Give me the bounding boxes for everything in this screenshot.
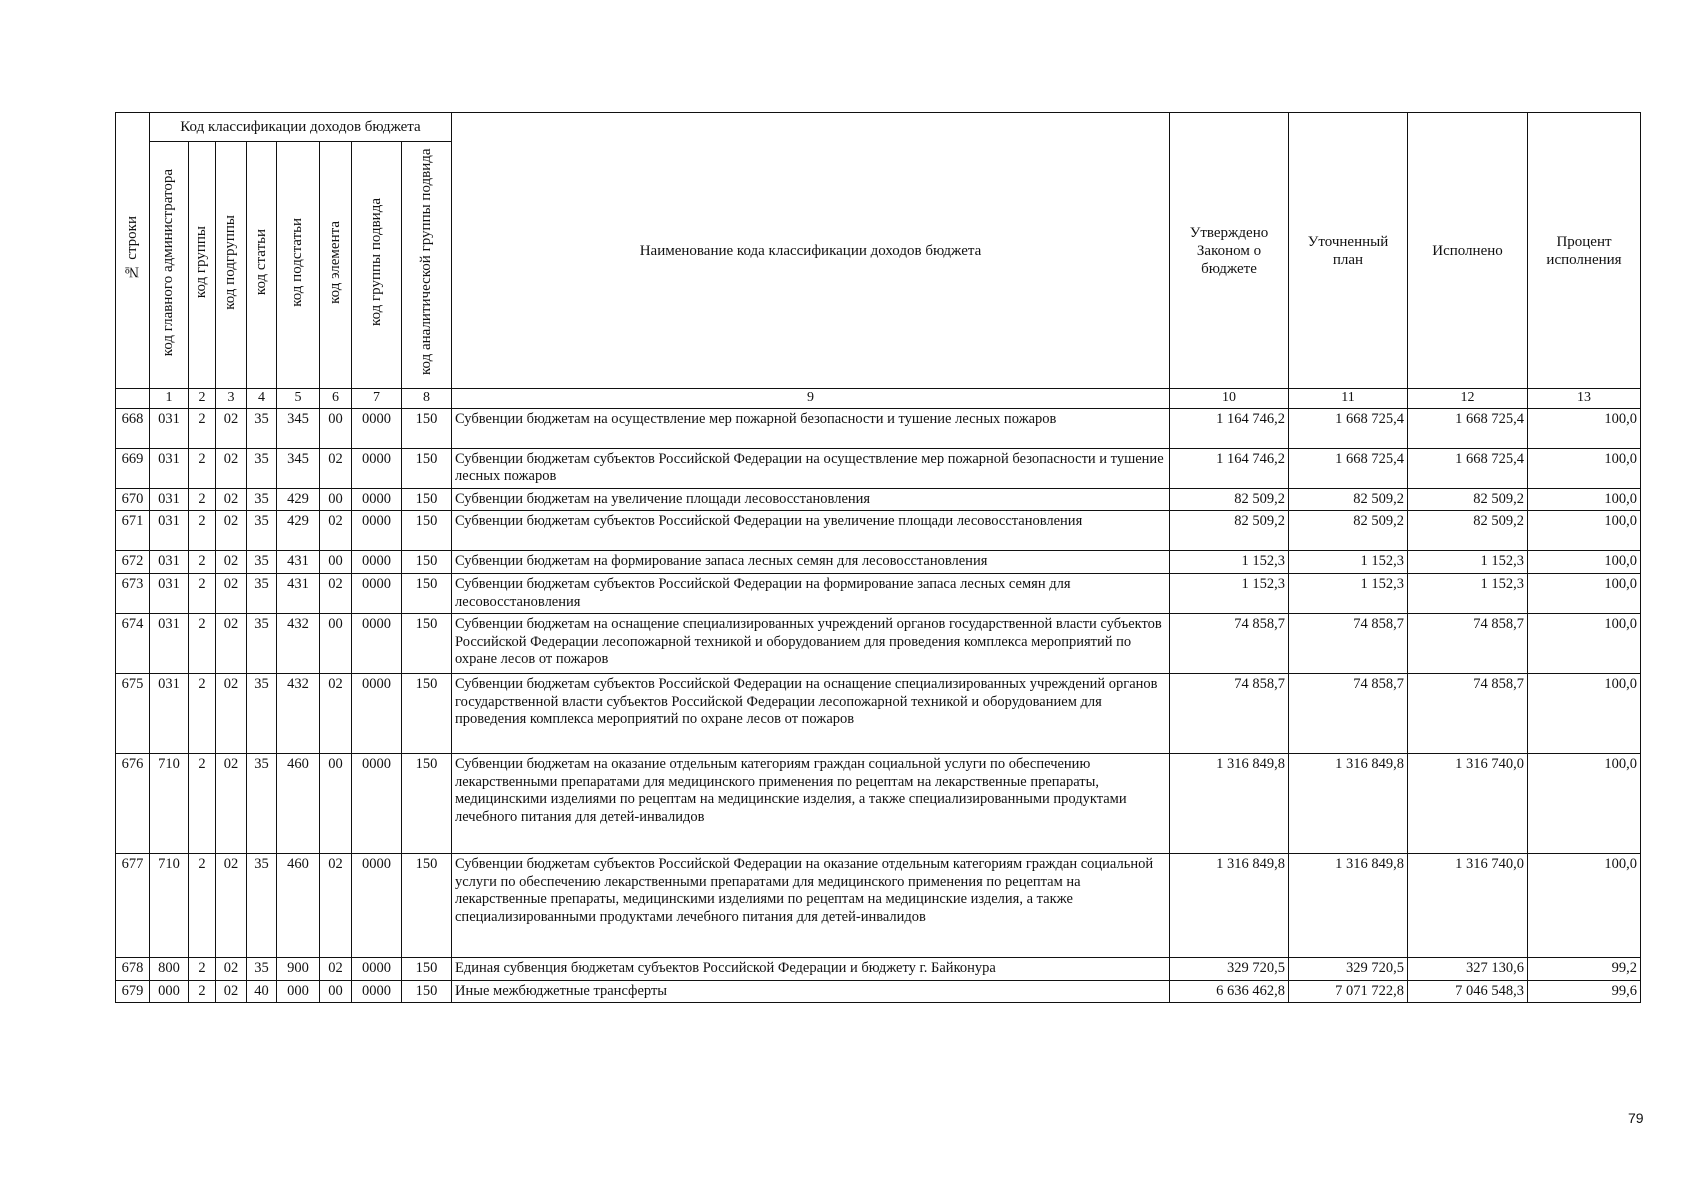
cell-art: 35 xyxy=(247,674,277,754)
cell-sub: 02 xyxy=(216,958,247,980)
cell-adm: 031 xyxy=(150,511,189,551)
cell-an: 150 xyxy=(402,754,452,854)
table-row xyxy=(116,409,1641,449)
cell-plan: 7 071 722,8 xyxy=(1289,980,1408,1002)
header-code-group: код группы xyxy=(189,142,216,389)
cell-art: 35 xyxy=(247,511,277,551)
cell-sub: 02 xyxy=(216,449,247,489)
cell-n: 676 xyxy=(116,754,150,854)
cell-adm: 031 xyxy=(150,449,189,489)
cell-name: Иные межбюджетные трансферты xyxy=(452,980,1170,1002)
cell-approved: 1 152,3 xyxy=(1170,551,1289,574)
cell-plan: 1 316 849,8 xyxy=(1289,754,1408,854)
cell-art: 35 xyxy=(247,854,277,958)
cell-grp: 2 xyxy=(189,489,216,511)
cell-el: 02 xyxy=(320,854,352,958)
col-number: 5 xyxy=(277,389,320,409)
cell-n: 677 xyxy=(116,854,150,958)
table-row xyxy=(116,754,1641,854)
table-row xyxy=(116,574,1641,614)
cell-grp: 2 xyxy=(189,754,216,854)
cell-an: 150 xyxy=(402,958,452,980)
cell-name: Субвенции бюджетам субъектов Российской Федерации на оказание отдельным категориям граждан социальной услуги по обеспечению лекарственными препаратами для медицинского применения по рецептам на лекарственные препараты, медицинскими изделиями по рецептам на медицинские изделия, а также специализированными продуктами лечебного питания для детей-инвалидов xyxy=(452,854,1170,958)
cell-percent: 100,0 xyxy=(1528,489,1641,511)
cell-percent: 100,0 xyxy=(1528,409,1641,449)
header-code-subtype-group: код группы подвида xyxy=(352,142,402,389)
cell-el: 00 xyxy=(320,551,352,574)
cell-an: 150 xyxy=(402,511,452,551)
cell-el: 00 xyxy=(320,409,352,449)
cell-an: 150 xyxy=(402,854,452,958)
cell-adm: 031 xyxy=(150,551,189,574)
cell-sub: 02 xyxy=(216,854,247,958)
header-code-subarticle: код подстатьи xyxy=(277,142,320,389)
cell-adm: 710 xyxy=(150,754,189,854)
cell-art: 35 xyxy=(247,958,277,980)
cell-grp: 2 xyxy=(189,854,216,958)
cell-el: 02 xyxy=(320,511,352,551)
table-row xyxy=(116,489,1641,511)
cell-executed: 74 858,7 xyxy=(1408,614,1528,674)
cell-plan: 1 316 849,8 xyxy=(1289,854,1408,958)
cell-plan: 82 509,2 xyxy=(1289,489,1408,511)
cell-plan: 74 858,7 xyxy=(1289,614,1408,674)
cell-executed: 82 509,2 xyxy=(1408,489,1528,511)
cell-executed: 1 152,3 xyxy=(1408,551,1528,574)
cell-an: 150 xyxy=(402,449,452,489)
cell-approved: 1 164 746,2 xyxy=(1170,409,1289,449)
cell-percent: 100,0 xyxy=(1528,449,1641,489)
cell-percent: 100,0 xyxy=(1528,511,1641,551)
cell-grp: 2 xyxy=(189,551,216,574)
cell-an: 150 xyxy=(402,674,452,754)
col-number: 13 xyxy=(1528,389,1641,409)
cell-subart: 345 xyxy=(277,409,320,449)
cell-adm: 031 xyxy=(150,574,189,614)
cell-plan: 1 152,3 xyxy=(1289,574,1408,614)
cell-subart: 000 xyxy=(277,980,320,1002)
cell-name: Субвенции бюджетам на оснащение специализированных учреждений органов государственной власти субъектов Российской Федерации лесопожарной техникой и оборудованием для проведения комплекса мероприятий по охране лесов от пожаров xyxy=(452,614,1170,674)
cell-art: 35 xyxy=(247,409,277,449)
cell-plan: 82 509,2 xyxy=(1289,511,1408,551)
cell-subart: 460 xyxy=(277,854,320,958)
cell-grp: 2 xyxy=(189,980,216,1002)
cell-approved: 1 152,3 xyxy=(1170,574,1289,614)
cell-an: 150 xyxy=(402,574,452,614)
col-number: 10 xyxy=(1170,389,1289,409)
cell-subart: 432 xyxy=(277,674,320,754)
cell-subart: 429 xyxy=(277,511,320,551)
page-number: 79 xyxy=(1628,1110,1644,1126)
cell-sub: 02 xyxy=(216,614,247,674)
cell-art: 35 xyxy=(247,551,277,574)
header-executed: Исполнено xyxy=(1408,113,1528,389)
cell-pgrp: 0000 xyxy=(352,449,402,489)
cell-an: 150 xyxy=(402,489,452,511)
cell-an: 150 xyxy=(402,409,452,449)
cell-subart: 431 xyxy=(277,574,320,614)
col-number: 12 xyxy=(1408,389,1528,409)
cell-pgrp: 0000 xyxy=(352,958,402,980)
cell-subart: 431 xyxy=(277,551,320,574)
cell-percent: 99,6 xyxy=(1528,980,1641,1002)
cell-sub: 02 xyxy=(216,409,247,449)
cell-approved: 329 720,5 xyxy=(1170,958,1289,980)
cell-percent: 100,0 xyxy=(1528,574,1641,614)
cell-grp: 2 xyxy=(189,511,216,551)
cell-approved: 74 858,7 xyxy=(1170,674,1289,754)
cell-percent: 99,2 xyxy=(1528,958,1641,980)
col-number: 7 xyxy=(352,389,402,409)
cell-adm: 031 xyxy=(150,409,189,449)
cell-n: 674 xyxy=(116,614,150,674)
cell-el: 00 xyxy=(320,754,352,854)
cell-el: 02 xyxy=(320,449,352,489)
cell-plan: 1 668 725,4 xyxy=(1289,409,1408,449)
cell-name: Субвенции бюджетам на формирование запаса лесных семян для лесовосстановления xyxy=(452,551,1170,574)
cell-n: 670 xyxy=(116,489,150,511)
cell-subart: 900 xyxy=(277,958,320,980)
header-classification-group: Код классификации доходов бюджета xyxy=(150,113,452,142)
cell-sub: 02 xyxy=(216,489,247,511)
cell-plan: 1 152,3 xyxy=(1289,551,1408,574)
cell-grp: 2 xyxy=(189,674,216,754)
cell-adm: 710 xyxy=(150,854,189,958)
header-code-article: код статьи xyxy=(247,142,277,389)
table-header xyxy=(116,113,1641,409)
cell-adm: 000 xyxy=(150,980,189,1002)
cell-executed: 7 046 548,3 xyxy=(1408,980,1528,1002)
cell-executed: 327 130,6 xyxy=(1408,958,1528,980)
header-name: Наименование кода классификации доходов бюджета xyxy=(452,113,1170,389)
cell-art: 40 xyxy=(247,980,277,1002)
cell-adm: 800 xyxy=(150,958,189,980)
cell-an: 150 xyxy=(402,614,452,674)
cell-executed: 74 858,7 xyxy=(1408,674,1528,754)
cell-grp: 2 xyxy=(189,958,216,980)
cell-el: 02 xyxy=(320,674,352,754)
table-row xyxy=(116,449,1641,489)
cell-el: 00 xyxy=(320,614,352,674)
cell-pgrp: 0000 xyxy=(352,489,402,511)
cell-executed: 1 152,3 xyxy=(1408,574,1528,614)
cell-adm: 031 xyxy=(150,614,189,674)
cell-subart: 429 xyxy=(277,489,320,511)
cell-el: 00 xyxy=(320,489,352,511)
cell-percent: 100,0 xyxy=(1528,674,1641,754)
cell-grp: 2 xyxy=(189,449,216,489)
col-number: 4 xyxy=(247,389,277,409)
header-code-admin: код главного администратора xyxy=(150,142,189,389)
header-percent: Процент исполнения xyxy=(1528,113,1641,389)
cell-executed: 82 509,2 xyxy=(1408,511,1528,551)
cell-sub: 02 xyxy=(216,754,247,854)
cell-name: Субвенции бюджетам на осуществление мер пожарной безопасности и тушение лесных пожаров xyxy=(452,409,1170,449)
col-number: 11 xyxy=(1289,389,1408,409)
cell-grp: 2 xyxy=(189,574,216,614)
cell-subart: 460 xyxy=(277,754,320,854)
table-row xyxy=(116,511,1641,551)
cell-art: 35 xyxy=(247,614,277,674)
cell-executed: 1 316 740,0 xyxy=(1408,754,1528,854)
cell-art: 35 xyxy=(247,754,277,854)
cell-n: 679 xyxy=(116,980,150,1002)
cell-executed: 1 668 725,4 xyxy=(1408,449,1528,489)
cell-sub: 02 xyxy=(216,551,247,574)
col-number: 6 xyxy=(320,389,352,409)
cell-plan: 1 668 725,4 xyxy=(1289,449,1408,489)
cell-subart: 345 xyxy=(277,449,320,489)
cell-n: 669 xyxy=(116,449,150,489)
col-number: 8 xyxy=(402,389,452,409)
cell-plan: 329 720,5 xyxy=(1289,958,1408,980)
cell-sub: 02 xyxy=(216,674,247,754)
cell-art: 35 xyxy=(247,574,277,614)
cell-n: 678 xyxy=(116,958,150,980)
table-row xyxy=(116,958,1641,980)
cell-pgrp: 0000 xyxy=(352,551,402,574)
cell-pgrp: 0000 xyxy=(352,614,402,674)
cell-approved: 82 509,2 xyxy=(1170,511,1289,551)
col-number-blank xyxy=(116,389,150,409)
cell-executed: 1 316 740,0 xyxy=(1408,854,1528,958)
cell-name: Субвенции бюджетам субъектов Российской Федерации на формирование запаса лесных семян для лесовосстановления xyxy=(452,574,1170,614)
header-code-analytic-group: код аналитической группы подвида xyxy=(402,142,452,389)
col-number: 1 xyxy=(150,389,189,409)
cell-name: Единая субвенция бюджетам субъектов Российской Федерации и бюджету г. Байконура xyxy=(452,958,1170,980)
cell-n: 675 xyxy=(116,674,150,754)
cell-name: Субвенции бюджетам субъектов Российской Федерации на осуществление мер пожарной безопасности и тушение лесных пожаров xyxy=(452,449,1170,489)
cell-approved: 82 509,2 xyxy=(1170,489,1289,511)
cell-n: 671 xyxy=(116,511,150,551)
cell-percent: 100,0 xyxy=(1528,551,1641,574)
col-number: 2 xyxy=(189,389,216,409)
cell-art: 35 xyxy=(247,489,277,511)
cell-pgrp: 0000 xyxy=(352,674,402,754)
cell-approved: 1 316 849,8 xyxy=(1170,854,1289,958)
cell-approved: 1 164 746,2 xyxy=(1170,449,1289,489)
cell-pgrp: 0000 xyxy=(352,980,402,1002)
budget-revenue-table xyxy=(115,112,1641,1003)
cell-grp: 2 xyxy=(189,614,216,674)
cell-el: 00 xyxy=(320,980,352,1002)
cell-approved: 6 636 462,8 xyxy=(1170,980,1289,1002)
cell-approved: 1 316 849,8 xyxy=(1170,754,1289,854)
cell-approved: 74 858,7 xyxy=(1170,614,1289,674)
column-numbers-row xyxy=(116,389,1641,409)
table-body xyxy=(116,409,1641,1003)
cell-sub: 02 xyxy=(216,511,247,551)
cell-n: 672 xyxy=(116,551,150,574)
table-row xyxy=(116,674,1641,754)
cell-el: 02 xyxy=(320,958,352,980)
cell-executed: 1 668 725,4 xyxy=(1408,409,1528,449)
header-row-number: № строки xyxy=(116,113,150,389)
header-code-element: код элемента xyxy=(320,142,352,389)
cell-name: Субвенции бюджетам субъектов Российской Федерации на оснащение специализированных учреждений органов государственной власти субъектов Российской Федерации лесопожарной техникой и оборудованием для проведения комплекса мероприятий по охране лесов от пожаров xyxy=(452,674,1170,754)
cell-pgrp: 0000 xyxy=(352,754,402,854)
cell-name: Субвенции бюджетам на оказание отдельным категориям граждан социальной услуги по обеспечению лекарственными препаратами для медицинского применения по рецептам на лекарственные препараты, медицинскими изделиями по рецептам на медицинские изделия, а также специализированными продуктами лечебного питания для детей-инвалидов xyxy=(452,754,1170,854)
cell-pgrp: 0000 xyxy=(352,511,402,551)
cell-adm: 031 xyxy=(150,489,189,511)
cell-pgrp: 0000 xyxy=(352,409,402,449)
cell-plan: 74 858,7 xyxy=(1289,674,1408,754)
cell-an: 150 xyxy=(402,980,452,1002)
col-number: 9 xyxy=(452,389,1170,409)
header-approved: Утверждено Законом о бюджете xyxy=(1170,113,1289,389)
cell-percent: 100,0 xyxy=(1528,854,1641,958)
cell-pgrp: 0000 xyxy=(352,574,402,614)
cell-n: 673 xyxy=(116,574,150,614)
cell-el: 02 xyxy=(320,574,352,614)
col-number: 3 xyxy=(216,389,247,409)
cell-percent: 100,0 xyxy=(1528,754,1641,854)
table-row xyxy=(116,614,1641,674)
cell-pgrp: 0000 xyxy=(352,854,402,958)
cell-art: 35 xyxy=(247,449,277,489)
cell-percent: 100,0 xyxy=(1528,614,1641,674)
cell-n: 668 xyxy=(116,409,150,449)
table-row xyxy=(116,854,1641,958)
cell-name: Субвенции бюджетам субъектов Российской Федерации на увеличение площади лесовосстановления xyxy=(452,511,1170,551)
cell-sub: 02 xyxy=(216,980,247,1002)
cell-sub: 02 xyxy=(216,574,247,614)
header-plan: Уточненный план xyxy=(1289,113,1408,389)
cell-adm: 031 xyxy=(150,674,189,754)
cell-grp: 2 xyxy=(189,409,216,449)
table-row xyxy=(116,551,1641,574)
header-code-subgroup: код подгруппы xyxy=(216,142,247,389)
cell-subart: 432 xyxy=(277,614,320,674)
table-row xyxy=(116,980,1641,1002)
cell-name: Субвенции бюджетам на увеличение площади лесовосстановления xyxy=(452,489,1170,511)
cell-an: 150 xyxy=(402,551,452,574)
